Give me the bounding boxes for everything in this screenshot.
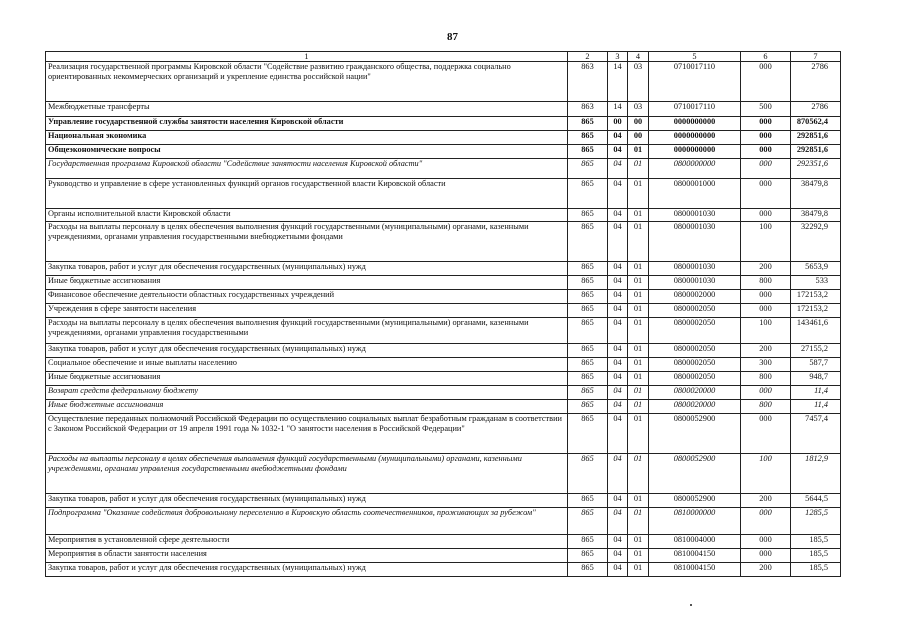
cell-section: 04 bbox=[608, 386, 628, 400]
cell-description: Общеэкономические вопросы bbox=[46, 145, 568, 159]
cell-amount: 870562,4 bbox=[791, 117, 841, 131]
cell-amount: 172153,2 bbox=[791, 304, 841, 318]
cell-subsection: 01 bbox=[628, 400, 649, 414]
cell-target-article: 0800001030 bbox=[649, 262, 741, 276]
cell-amount: 11,4 bbox=[791, 400, 841, 414]
table-row bbox=[46, 62, 841, 102]
cell-subsection: 01 bbox=[628, 344, 649, 358]
cell-description: Мероприятия в установленной сфере деятельности bbox=[46, 535, 568, 549]
cell-subsection: 00 bbox=[628, 117, 649, 131]
cell-description: Социальное обеспечение и иные выплаты населению bbox=[46, 358, 568, 372]
cell-subsection: 01 bbox=[628, 179, 649, 209]
header-cell: 5 bbox=[649, 52, 741, 62]
cell-expense-type: 100 bbox=[741, 222, 791, 262]
header-cell: 1 bbox=[46, 52, 568, 62]
cell-section: 04 bbox=[608, 222, 628, 262]
cell-amount: 185,5 bbox=[791, 563, 841, 577]
cell-subsection: 01 bbox=[628, 290, 649, 304]
cell-section: 04 bbox=[608, 414, 628, 454]
cell-subsection: 01 bbox=[628, 454, 649, 494]
cell-description: Иные бюджетные ассигнования bbox=[46, 372, 568, 386]
cell-description: Расходы на выплаты персоналу в целях обеспечения выполнения функций государственными (муниципальными) органами, казенными учреждениями, органами управления государственными внебюджетными фондами bbox=[46, 454, 568, 494]
table-row bbox=[46, 549, 841, 563]
cell-section: 04 bbox=[608, 145, 628, 159]
cell-amount: 185,5 bbox=[791, 549, 841, 563]
cell-subsection: 01 bbox=[628, 358, 649, 372]
table-row bbox=[46, 508, 841, 535]
cell-amount: 1285,5 bbox=[791, 508, 841, 535]
cell-target-article: 0800001030 bbox=[649, 276, 741, 290]
cell-ministry-code: 865 bbox=[568, 344, 608, 358]
cell-description: Межбюджетные трансферты bbox=[46, 102, 568, 117]
cell-target-article: 0810000000 bbox=[649, 508, 741, 535]
cell-expense-type: 000 bbox=[741, 209, 791, 222]
cell-ministry-code: 865 bbox=[568, 563, 608, 577]
cell-description: Финансовое обеспечение деятельности областных государственных учреждений bbox=[46, 290, 568, 304]
cell-section: 04 bbox=[608, 344, 628, 358]
cell-amount: 292351,6 bbox=[791, 159, 841, 179]
cell-section: 04 bbox=[608, 209, 628, 222]
cell-amount: 38479,8 bbox=[791, 179, 841, 209]
cell-target-article: 0800052900 bbox=[649, 454, 741, 494]
cell-expense-type: 000 bbox=[741, 145, 791, 159]
cell-section: 04 bbox=[608, 535, 628, 549]
cell-description: Реализация государственной программы Кировской области "Содействие развитию гражданского общества, поддержка социально ориентированных некоммерческих организаций и укрепление единства российской нации" bbox=[46, 62, 568, 102]
table-row bbox=[46, 145, 841, 159]
header-cell: 4 bbox=[628, 52, 649, 62]
cell-subsection: 01 bbox=[628, 318, 649, 344]
cell-amount: 11,4 bbox=[791, 386, 841, 400]
cell-amount: 38479,8 bbox=[791, 209, 841, 222]
header-row bbox=[46, 52, 841, 62]
cell-description: Мероприятия в области занятости населения bbox=[46, 549, 568, 563]
cell-expense-type: 000 bbox=[741, 179, 791, 209]
cell-description: Учреждения в сфере занятости населения bbox=[46, 304, 568, 318]
table-row bbox=[46, 131, 841, 145]
cell-target-article: 0800020000 bbox=[649, 400, 741, 414]
cell-target-article: 0000000000 bbox=[649, 145, 741, 159]
cell-amount: 2786 bbox=[791, 102, 841, 117]
cell-expense-type: 800 bbox=[741, 400, 791, 414]
cell-amount: 533 bbox=[791, 276, 841, 290]
cell-expense-type: 200 bbox=[741, 494, 791, 508]
cell-subsection: 01 bbox=[628, 262, 649, 276]
cell-expense-type: 000 bbox=[741, 62, 791, 102]
cell-ministry-code: 863 bbox=[568, 102, 608, 117]
cell-subsection: 01 bbox=[628, 222, 649, 262]
table-row bbox=[46, 179, 841, 209]
table-row bbox=[46, 563, 841, 577]
cell-expense-type: 300 bbox=[741, 358, 791, 372]
cell-section: 04 bbox=[608, 400, 628, 414]
cell-subsection: 01 bbox=[628, 386, 649, 400]
cell-ministry-code: 865 bbox=[568, 131, 608, 145]
cell-section: 04 bbox=[608, 318, 628, 344]
table-row bbox=[46, 318, 841, 344]
cell-target-article: 0800002050 bbox=[649, 304, 741, 318]
cell-target-article: 0810004150 bbox=[649, 563, 741, 577]
cell-ministry-code: 865 bbox=[568, 508, 608, 535]
table-row bbox=[46, 290, 841, 304]
cell-subsection: 03 bbox=[628, 62, 649, 102]
cell-target-article: 0800001030 bbox=[649, 222, 741, 262]
header-cell: 6 bbox=[741, 52, 791, 62]
table-row bbox=[46, 262, 841, 276]
cell-target-article: 0000000000 bbox=[649, 131, 741, 145]
cell-section: 04 bbox=[608, 563, 628, 577]
cell-section: 04 bbox=[608, 358, 628, 372]
cell-description: Возврат средств федеральному бюджету bbox=[46, 386, 568, 400]
cell-description: Закупка товаров, работ и услуг для обеспечения государственных (муниципальных) нужд bbox=[46, 344, 568, 358]
cell-amount: 292851,6 bbox=[791, 131, 841, 145]
cell-target-article: 0800002050 bbox=[649, 318, 741, 344]
cell-section: 04 bbox=[608, 179, 628, 209]
table-row bbox=[46, 159, 841, 179]
table-row bbox=[46, 400, 841, 414]
cell-target-article: 0800002050 bbox=[649, 372, 741, 386]
cell-amount: 1812,9 bbox=[791, 454, 841, 494]
cell-expense-type: 000 bbox=[741, 159, 791, 179]
cell-amount: 948,7 bbox=[791, 372, 841, 386]
cell-ministry-code: 865 bbox=[568, 549, 608, 563]
header-cell: 3 bbox=[608, 52, 628, 62]
cell-section: 04 bbox=[608, 494, 628, 508]
cell-expense-type: 200 bbox=[741, 262, 791, 276]
cell-amount: 292851,6 bbox=[791, 145, 841, 159]
cell-description: Закупка товаров, работ и услуг для обеспечения государственных (муниципальных) нужд bbox=[46, 563, 568, 577]
cell-amount: 5644,5 bbox=[791, 494, 841, 508]
cell-expense-type: 000 bbox=[741, 304, 791, 318]
cell-description: Закупка товаров, работ и услуг для обеспечения государственных (муниципальных) нужд bbox=[46, 262, 568, 276]
cell-amount: 143461,6 bbox=[791, 318, 841, 344]
cell-ministry-code: 865 bbox=[568, 454, 608, 494]
table-row bbox=[46, 117, 841, 131]
table-row bbox=[46, 102, 841, 117]
cell-section: 04 bbox=[608, 454, 628, 494]
cell-expense-type: 000 bbox=[741, 549, 791, 563]
cell-amount: 32292,9 bbox=[791, 222, 841, 262]
cell-target-article: 0710017110 bbox=[649, 62, 741, 102]
cell-ministry-code: 865 bbox=[568, 494, 608, 508]
table-row bbox=[46, 304, 841, 318]
cell-amount: 172153,2 bbox=[791, 290, 841, 304]
table-row bbox=[46, 209, 841, 222]
cell-subsection: 01 bbox=[628, 549, 649, 563]
cell-expense-type: 000 bbox=[741, 290, 791, 304]
cell-section: 14 bbox=[608, 102, 628, 117]
cell-ministry-code: 865 bbox=[568, 159, 608, 179]
cell-target-article: 0800052900 bbox=[649, 494, 741, 508]
cell-amount: 27155,2 bbox=[791, 344, 841, 358]
cell-ministry-code: 865 bbox=[568, 290, 608, 304]
cell-ministry-code: 865 bbox=[568, 372, 608, 386]
cell-ministry-code: 865 bbox=[568, 262, 608, 276]
cell-subsection: 01 bbox=[628, 535, 649, 549]
cell-target-article: 0800020000 bbox=[649, 386, 741, 400]
cell-amount: 587,7 bbox=[791, 358, 841, 372]
cell-ministry-code: 865 bbox=[568, 209, 608, 222]
cell-subsection: 01 bbox=[628, 494, 649, 508]
cell-section: 04 bbox=[608, 276, 628, 290]
scan-speck bbox=[690, 604, 692, 606]
cell-target-article: 0810004150 bbox=[649, 549, 741, 563]
cell-amount: 185,5 bbox=[791, 535, 841, 549]
cell-subsection: 01 bbox=[628, 563, 649, 577]
cell-target-article: 0800002050 bbox=[649, 344, 741, 358]
cell-target-article: 0000000000 bbox=[649, 117, 741, 131]
cell-ministry-code: 865 bbox=[568, 318, 608, 344]
cell-amount: 7457,4 bbox=[791, 414, 841, 454]
cell-subsection: 01 bbox=[628, 276, 649, 290]
cell-expense-type: 000 bbox=[741, 386, 791, 400]
cell-description: Осуществление переданных полномочий Российской Федерации по осуществлению социальных выплат безработным гражданам в соответствии с Законом Российской Федерации от 19 апреля 1991 года № 1032-1 "О занятости населения в Российской Федерации" bbox=[46, 414, 568, 454]
cell-expense-type: 000 bbox=[741, 131, 791, 145]
cell-section: 04 bbox=[608, 290, 628, 304]
cell-description: Расходы на выплаты персоналу в целях обеспечения выполнения функций государственными (муниципальными) органами, казенными учреждениями, органами управления государственными внебюджетными фондами bbox=[46, 222, 568, 262]
cell-target-article: 0800002050 bbox=[649, 358, 741, 372]
cell-target-article: 0800000000 bbox=[649, 159, 741, 179]
cell-subsection: 01 bbox=[628, 414, 649, 454]
budget-table bbox=[45, 51, 841, 577]
cell-target-article: 0800001030 bbox=[649, 209, 741, 222]
cell-subsection: 03 bbox=[628, 102, 649, 117]
cell-subsection: 01 bbox=[628, 372, 649, 386]
cell-subsection: 01 bbox=[628, 159, 649, 179]
cell-description: Расходы на выплаты персоналу в целях обеспечения выполнения функций государственными (муниципальными) органами, казенными учреждениями, органами управления государственными bbox=[46, 318, 568, 344]
cell-description: Органы исполнительной власти Кировской области bbox=[46, 209, 568, 222]
cell-section: 04 bbox=[608, 508, 628, 535]
cell-amount: 2786 bbox=[791, 62, 841, 102]
cell-amount: 5653,9 bbox=[791, 262, 841, 276]
cell-ministry-code: 865 bbox=[568, 414, 608, 454]
cell-section: 04 bbox=[608, 549, 628, 563]
cell-description: Национальная экономика bbox=[46, 131, 568, 145]
cell-target-article: 0800002000 bbox=[649, 290, 741, 304]
header-cell: 2 bbox=[568, 52, 608, 62]
cell-ministry-code: 865 bbox=[568, 117, 608, 131]
cell-description: Управление государственной службы занятости населения Кировской области bbox=[46, 117, 568, 131]
cell-ministry-code: 863 bbox=[568, 62, 608, 102]
cell-ministry-code: 865 bbox=[568, 145, 608, 159]
cell-section: 04 bbox=[608, 159, 628, 179]
cell-description: Государственная программа Кировской области "Содействие занятости населения Кировской области" bbox=[46, 159, 568, 179]
cell-subsection: 01 bbox=[628, 508, 649, 535]
cell-section: 14 bbox=[608, 62, 628, 102]
cell-expense-type: 100 bbox=[741, 318, 791, 344]
table-row bbox=[46, 386, 841, 400]
cell-section: 04 bbox=[608, 372, 628, 386]
cell-section: 04 bbox=[608, 262, 628, 276]
table-row bbox=[46, 494, 841, 508]
cell-expense-type: 200 bbox=[741, 563, 791, 577]
cell-target-article: 0800052900 bbox=[649, 414, 741, 454]
cell-ministry-code: 865 bbox=[568, 304, 608, 318]
cell-subsection: 01 bbox=[628, 145, 649, 159]
table-row bbox=[46, 358, 841, 372]
cell-subsection: 01 bbox=[628, 304, 649, 318]
cell-ministry-code: 865 bbox=[568, 276, 608, 290]
cell-description: Иные бюджетные ассигнования bbox=[46, 276, 568, 290]
cell-ministry-code: 865 bbox=[568, 400, 608, 414]
cell-description: Закупка товаров, работ и услуг для обеспечения государственных (муниципальных) нужд bbox=[46, 494, 568, 508]
cell-target-article: 0800001000 bbox=[649, 179, 741, 209]
cell-section: 04 bbox=[608, 131, 628, 145]
cell-subsection: 00 bbox=[628, 131, 649, 145]
cell-section: 00 bbox=[608, 117, 628, 131]
cell-subsection: 01 bbox=[628, 209, 649, 222]
header-cell: 7 bbox=[791, 52, 841, 62]
cell-expense-type: 000 bbox=[741, 414, 791, 454]
cell-expense-type: 000 bbox=[741, 508, 791, 535]
cell-expense-type: 800 bbox=[741, 276, 791, 290]
cell-expense-type: 000 bbox=[741, 117, 791, 131]
cell-expense-type: 100 bbox=[741, 454, 791, 494]
cell-description: Подпрограмма "Оказание содействия добровольному переселению в Кировскую область соотечественников, проживающих за рубежом" bbox=[46, 508, 568, 535]
cell-expense-type: 000 bbox=[741, 535, 791, 549]
table-row bbox=[46, 454, 841, 494]
table-row bbox=[46, 414, 841, 454]
cell-expense-type: 200 bbox=[741, 344, 791, 358]
cell-ministry-code: 865 bbox=[568, 535, 608, 549]
table-row bbox=[46, 222, 841, 262]
cell-description: Иные бюджетные ассигнования bbox=[46, 400, 568, 414]
cell-target-article: 0810004000 bbox=[649, 535, 741, 549]
page-number: 87 bbox=[447, 31, 458, 43]
cell-expense-type: 800 bbox=[741, 372, 791, 386]
table-row bbox=[46, 372, 841, 386]
cell-ministry-code: 865 bbox=[568, 222, 608, 262]
table-row bbox=[46, 535, 841, 549]
cell-ministry-code: 865 bbox=[568, 358, 608, 372]
cell-section: 04 bbox=[608, 304, 628, 318]
cell-description: Руководство и управление в сфере установленных функций органов государственной власти Кировской области bbox=[46, 179, 568, 209]
table-row bbox=[46, 276, 841, 290]
cell-ministry-code: 865 bbox=[568, 179, 608, 209]
cell-expense-type: 500 bbox=[741, 102, 791, 117]
cell-ministry-code: 865 bbox=[568, 386, 608, 400]
cell-target-article: 0710017110 bbox=[649, 102, 741, 117]
table-row bbox=[46, 344, 841, 358]
